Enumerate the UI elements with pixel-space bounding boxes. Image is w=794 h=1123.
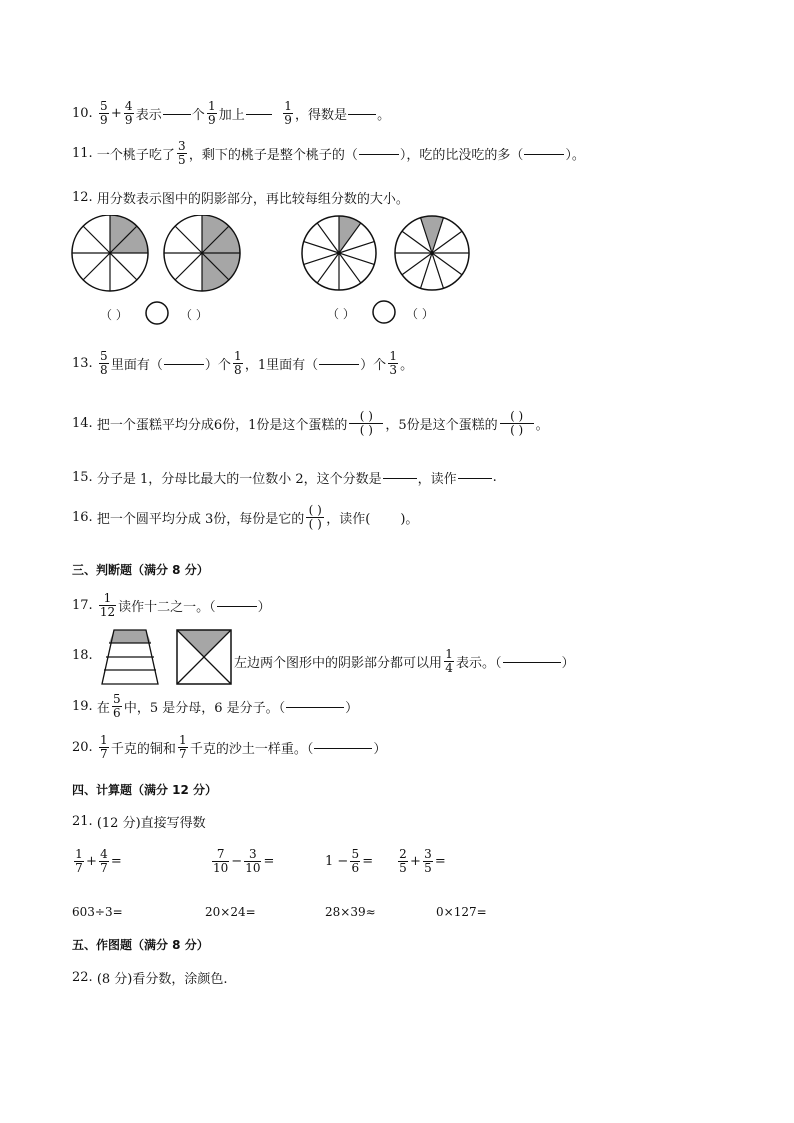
equals-sign: =: [263, 854, 275, 869]
q19-fraction: $\frac{5}{6}$: [113, 692, 121, 720]
answer-paren[interactable]: （ ）: [180, 308, 208, 322]
operator: −: [231, 854, 243, 869]
sector-divider: [110, 253, 137, 280]
sector-divider: [175, 253, 202, 280]
plus-sign: +: [110, 106, 122, 121]
sector-divider: [339, 253, 374, 264]
sector-divider: [432, 253, 443, 288]
circle-eighths-a: [72, 215, 148, 291]
answer-paren[interactable]: （ ）: [100, 308, 128, 322]
q18-number: 18.: [72, 648, 93, 663]
calc-item-8: 0×127=: [436, 905, 487, 919]
answer-paren[interactable]: （ ）: [327, 307, 355, 321]
question-16: [72, 504, 418, 531]
question-19: [72, 693, 358, 720]
q13-text: 里面有（: [110, 358, 163, 373]
q20-text: 千克的铜和: [110, 742, 176, 757]
question-14: [72, 410, 549, 437]
calc-item-3: 1 − $\frac{5}{6}$ =: [325, 847, 374, 875]
sector-divider: [83, 226, 110, 253]
calc-item-7: 28×39≈: [325, 905, 376, 919]
q19-number: 19.: [72, 699, 93, 714]
q14-fraction-blank-2[interactable]: $\frac{( )}{( )}$: [500, 410, 534, 437]
circle-tenths-a: [302, 216, 376, 290]
q10-fraction-2: $\frac{4}{9}$: [124, 99, 133, 127]
q15-text: .: [492, 470, 497, 485]
q10-text: 表示: [135, 108, 162, 123]
answer-blank[interactable]: [524, 153, 564, 155]
q10-fraction-4: $\frac{1}{9}$: [284, 99, 292, 127]
q14-text: ，5份是这个蛋糕的: [385, 418, 498, 433]
question-18: [72, 648, 93, 663]
q11-text: ，剩下的桃子是整个桃子的（: [188, 148, 358, 163]
sector-divider: [402, 253, 432, 275]
sector-divider: [304, 242, 339, 253]
q10-fraction-3: $\frac{1}{9}$: [207, 99, 216, 127]
answer-blank[interactable]: [458, 477, 492, 479]
q13-number: 13.: [72, 356, 93, 371]
q10-text: 加上: [218, 108, 245, 123]
section-4-heading: 四、计算题（满分 12 分）: [72, 783, 218, 797]
operator: +: [410, 854, 421, 869]
q16-fraction-blank[interactable]: $\frac{( )}{( )}$: [306, 504, 324, 531]
q10-text: 个: [191, 108, 205, 123]
q17-fraction: $\frac{1}{12}$: [99, 591, 116, 619]
q17-text: 读作十二之一。（: [118, 600, 216, 615]
compare-circle-1[interactable]: [146, 302, 168, 324]
operand: 1 −: [325, 854, 349, 869]
q13-fraction-3: $\frac{1}{3}$: [389, 349, 397, 377]
q22-text: (8 分)看分数，涂颜色.: [96, 972, 228, 987]
question-13: [72, 350, 413, 377]
question-22: [72, 968, 228, 987]
q18-text: ）: [561, 656, 575, 671]
q14-number: 14.: [72, 416, 93, 431]
question-17: [72, 592, 271, 619]
question-11: [72, 140, 585, 167]
answer-blank[interactable]: [348, 113, 376, 115]
question-15: [72, 468, 497, 487]
q19-text: 中，5 是分母，6 是分子。（: [123, 701, 286, 716]
q20-fraction-2: $\frac{1}{7}$: [179, 733, 187, 761]
question-10: [72, 100, 390, 127]
answer-blank[interactable]: [319, 363, 359, 365]
q10-fraction-1: $\frac{5}{9}$: [100, 99, 108, 127]
sector-divider: [317, 223, 339, 253]
q13-text: ，1里面有（: [244, 358, 319, 373]
q10-text: ，得数是: [295, 108, 348, 123]
q21-text: (12 分)直接写得数: [96, 816, 206, 831]
sector-divider: [317, 253, 339, 283]
calc-item-2: $\frac{7}{10}$ − $\frac{3}{10}$ =: [213, 847, 275, 875]
question-18-text: [234, 648, 575, 675]
q20-number: 20.: [72, 740, 93, 755]
q18-text: 左边两个图形中的阴影部分都可以用: [234, 656, 443, 671]
calc-item-1: $\frac{1}{7}$ + $\frac{4}{7}$ =: [75, 847, 122, 875]
q11-fraction: $\frac{3}{5}$: [178, 139, 186, 167]
answer-blank[interactable]: [163, 113, 191, 115]
answer-blank[interactable]: [371, 517, 399, 518]
answer-blank[interactable]: [286, 706, 344, 708]
q15-text: ，读作: [417, 472, 457, 487]
q11-text: 一个桃子吃了: [96, 148, 175, 163]
q17-number: 17.: [72, 598, 93, 613]
sector-divider: [304, 253, 339, 264]
sector-divider: [175, 226, 202, 253]
q16-text: ，读作(: [326, 512, 371, 527]
circle-eighths-b: [164, 215, 240, 291]
q10-number: 10.: [72, 106, 93, 121]
equals-sign: =: [434, 854, 446, 869]
q22-number: 22.: [72, 970, 93, 985]
q14-text: 。: [535, 418, 549, 433]
question-20: [72, 734, 386, 761]
q11-text: ）。: [565, 148, 585, 163]
calc-item-6: 20×24=: [205, 905, 256, 919]
q14-fraction-blank-1[interactable]: $\frac{( )}{( )}$: [349, 410, 383, 437]
section-5-heading: 五、作图题（满分 8 分）: [72, 938, 209, 952]
answer-paren[interactable]: （ ）: [406, 307, 434, 321]
q12-text: 用分数表示图中的阴影部分，再比较每组分数的大小。: [96, 192, 409, 207]
equals-sign: =: [362, 854, 374, 869]
q11-number: 11.: [72, 146, 93, 161]
q15-number: 15.: [72, 470, 93, 485]
calc-item-4: $\frac{2}{5}$ + $\frac{3}{5}$ =: [399, 847, 446, 875]
q13-fraction-1: $\frac{5}{8}$: [100, 349, 108, 377]
operator: +: [86, 854, 97, 869]
sector-divider: [421, 253, 432, 288]
q17-text: ）: [257, 600, 271, 615]
q12-number: 12.: [72, 190, 93, 205]
q18-fraction: $\frac{1}{4}$: [445, 647, 453, 675]
q20-fraction-1: $\frac{1}{7}$: [100, 733, 108, 761]
q16-text: )。: [400, 512, 419, 527]
q13-text: ）个: [204, 358, 231, 373]
question-21: [72, 812, 206, 831]
q19-text: ）: [345, 701, 359, 716]
q18-figures: [100, 628, 234, 688]
q19-text: 在: [96, 701, 110, 716]
answer-blank[interactable]: [503, 661, 561, 663]
q15-text: 分子是 1，分母比最大的一位数小 2，这个分数是: [96, 472, 382, 487]
q18-text: 表示。（: [456, 656, 502, 671]
q21-number: 21.: [72, 814, 93, 829]
q14-text: 把一个蛋糕平均分成6份，1份是这个蛋糕的: [96, 418, 348, 433]
q16-number: 16.: [72, 510, 93, 525]
answer-blank[interactable]: [314, 747, 372, 749]
circle-tenths-b: [395, 216, 469, 290]
question-12: [72, 188, 409, 207]
sector-divider: [432, 253, 462, 275]
sector-divider: [83, 253, 110, 280]
q20-text: ）: [373, 742, 387, 757]
answer-blank[interactable]: [246, 113, 272, 115]
answer-blank[interactable]: [359, 153, 399, 155]
q10-text: 。: [377, 108, 391, 123]
answer-blank[interactable]: [164, 363, 204, 365]
q13-text: ）个: [360, 358, 387, 373]
compare-circle-2[interactable]: [373, 301, 395, 323]
q20-text: 千克的沙土一样重。（: [189, 742, 314, 757]
answer-blank[interactable]: [217, 605, 257, 607]
equals-sign: =: [110, 854, 122, 869]
q13-text: 。: [400, 358, 414, 373]
q16-text: 把一个圆平均分成 3份，每份是它的: [96, 512, 305, 527]
q13-fraction-2: $\frac{1}{8}$: [234, 349, 242, 377]
section-3-heading: 三、判断题（满分 8 分）: [72, 563, 209, 577]
sector-divider: [339, 253, 361, 283]
answer-blank[interactable]: [383, 477, 417, 479]
q11-text: ），吃的比没吃的多（: [399, 148, 524, 163]
calc-item-5: 603÷3=: [72, 905, 123, 919]
